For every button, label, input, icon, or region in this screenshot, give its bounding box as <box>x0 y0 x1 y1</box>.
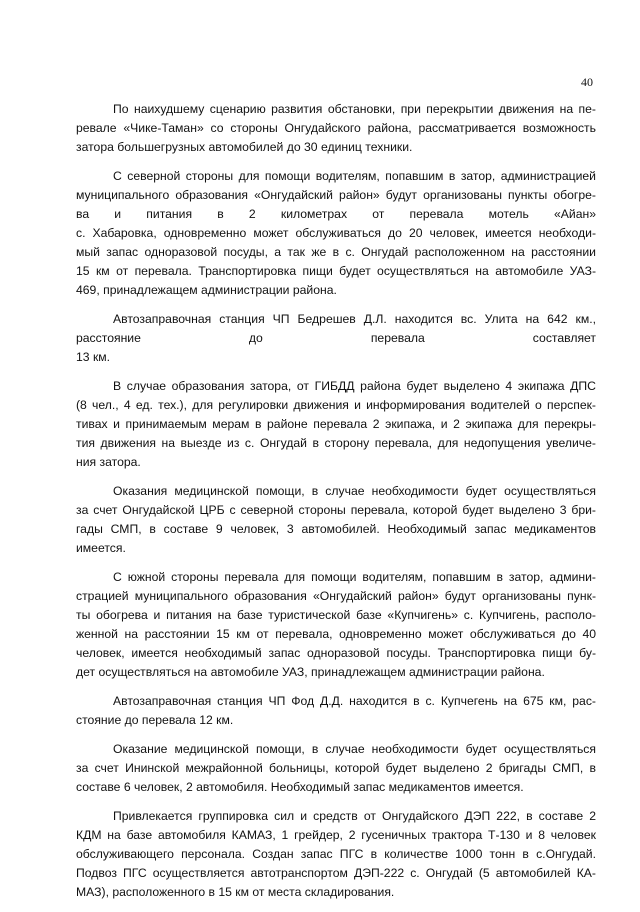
document-body <box>76 100 596 912</box>
text-line: В случае образования затора, от ГИБДД района будет выделено 4 экипажа ДПС <box>113 379 596 393</box>
text-line: за счет Ининской межрайонной больницы, которой будет выделено 2 бригады СМП, в <box>76 761 596 775</box>
text-line: муниципального образования «Онгудайский район» будут организованы пункты обогре- <box>76 188 596 202</box>
text-line: КДМ на базе автомобиля КАМАЗ, 1 грейдер, 2 гусеничных трактора Т-130 и 8 человек <box>76 828 596 842</box>
text-line: женной на расстоянии 15 км от перевала, одновременно может обслуживаться до 40 <box>76 627 596 641</box>
paragraph <box>76 167 596 300</box>
text-line: ния затора. <box>76 455 141 469</box>
text-line: имеется. <box>76 541 126 555</box>
text-line: ва и питания в 2 километрах от перевала мотель «Айан» <box>76 207 596 221</box>
text-line: дет осуществляться на автомобиле УАЗ, принадлежащем администрации района. <box>76 665 545 679</box>
text-line: составе 6 человек, 2 автомобиля. Необходимый запас медикаментов имеется. <box>76 780 524 794</box>
text-line: стояние до перевала 12 км. <box>76 713 234 727</box>
text-line: 13 км. <box>76 350 111 364</box>
paragraph <box>76 692 596 730</box>
text-line: (8 чел., 4 ед. тех.), для регулировки движения и информирования водителей о перспек- <box>76 398 596 412</box>
paragraph <box>76 482 596 558</box>
text-line: По наихудшему сценарию развития обстановки, при перекрытии движения на пе- <box>113 102 596 116</box>
text-line: С южной стороны перевала для помощи водителям, попавшим в затор, админи- <box>113 570 596 584</box>
text-line: тия движения на выезде из с. Онгудай в сторону перевала, для недопущения увеличе- <box>76 436 596 450</box>
paragraph <box>76 100 596 157</box>
text-line: расстояние до перевала составляет <box>76 331 596 345</box>
page-number: 40 <box>581 75 593 89</box>
paragraph <box>76 568 596 682</box>
paragraph <box>76 377 596 472</box>
text-line: мый запас одноразовой посуды, а так же в с. Онгудай расположенном на расстоянии <box>76 245 596 259</box>
paragraph <box>76 807 596 902</box>
text-line: Оказание медицинской помощи, в случае необходимости будет осуществляться <box>113 742 596 756</box>
paragraph <box>76 740 596 797</box>
text-line: Привлекается группировка сил и средств от Онгудайского ДЭП 222, в составе 2 <box>113 809 596 823</box>
text-line: МАЗ), расположенного в 15 км от места складирования. <box>76 885 395 899</box>
paragraph <box>76 310 596 367</box>
text-line: человек, имеется необходимый запас одноразовой посуды. Транспортировка пищи бу- <box>76 646 596 660</box>
text-line: Оказания медицинской помощи, в случае необходимости будет осуществляться <box>113 484 596 498</box>
text-line: за счет Онгудайской ЦРБ с северной стороны перевала, которой будет выделено 3 бри- <box>76 503 596 517</box>
text-line: ревале «Чике-Таман» со стороны Онгудайского района, рассматривается возможность <box>76 121 596 135</box>
text-line: 469, принадлежащем администрации района. <box>76 283 337 297</box>
text-line: тивах и принимаемым мерам в районе перевала 2 экипажа, и 2 экипажа для перекры- <box>76 417 596 431</box>
text-line: Автозаправочная станция ЧП Фод Д.Д. находится в с. Купчегень на 675 км, рас- <box>113 694 596 708</box>
text-line: гады СМП, в составе 9 человек, 3 автомобилей. Необходимый запас медикаментов <box>76 522 596 536</box>
text-line: с. Хабаровка, одновременно может обслуживаться до 20 человек, имеется необходи- <box>76 226 596 240</box>
text-line: ты обогрева и питания на базе туристической базе «Купчигень» с. Купчигень, располо- <box>76 608 596 622</box>
text-line: 15 км от перевала. Транспортировка пищи будет осуществляться на автомобиле УАЗ- <box>76 264 596 278</box>
text-line: Подвоз ПГС осуществляется автотранспортом ДЭП-222 с. Онгудай (5 автомобилей КА- <box>76 866 596 880</box>
text-line: обслуживающего персонала. Создан запас ПГС в количестве 1000 тонн в с.Онгудай. <box>76 847 596 861</box>
text-line: затора большегрузных автомобилей до 30 единиц техники. <box>76 140 413 154</box>
text-line: Автозаправочная станция ЧП Бедрешев Д.Л. находится вс. Улита на 642 км., <box>113 312 596 326</box>
text-line: С северной стороны для помощи водителям, попавшим в затор, администрацией <box>113 169 596 183</box>
text-line: страцией муниципального образования «Онгудайский район» будут организованы пунк- <box>76 589 596 603</box>
